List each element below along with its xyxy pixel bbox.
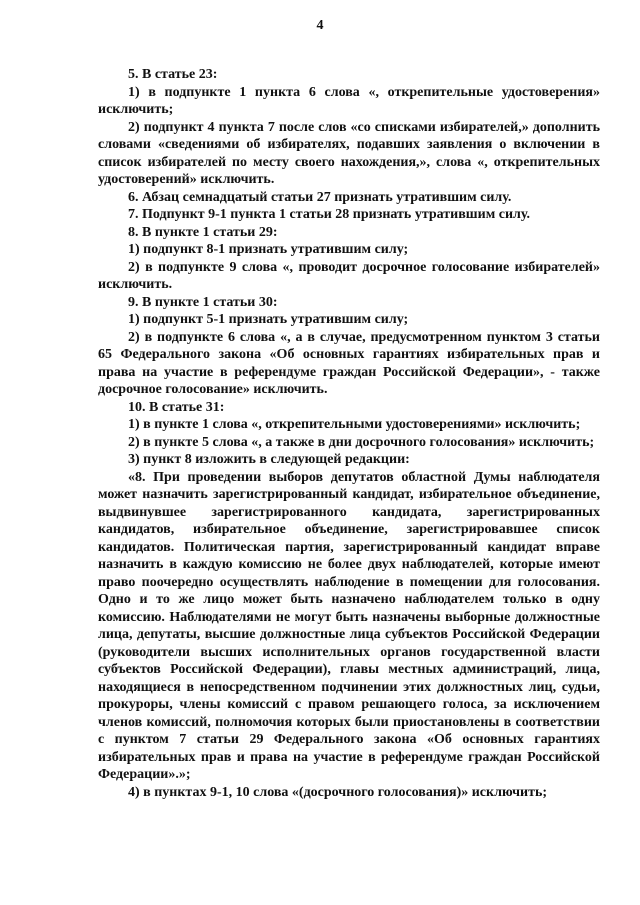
- paragraph-article-27: 6. Абзац семнадцатый статьи 27 признать утратившим силу.: [128, 189, 512, 205]
- paragraph-article-23-item-1: 1) в подпункте 1 пункта 6 слова «, открепительные удостоверения» исключить;: [98, 84, 600, 117]
- paragraph-article-29-item-2: 2) в подпункте 9 слова «, проводит досрочное голосование избирателей» исключить.: [98, 259, 600, 292]
- paragraph-article-31-item-4: 4) в пунктах 9-1, 10 слова «(досрочного голосования)» исключить;: [128, 784, 548, 800]
- paragraph-article-30-heading: 9. В пункте 1 статьи 30:: [128, 294, 278, 310]
- document-body: [98, 66, 600, 801]
- paragraph-article-30-item-1: 1) подпункт 5-1 признать утратившим силу;: [128, 312, 409, 327]
- paragraph-article-29-item-1: 1) подпункт 8-1 признать утратившим силу;: [128, 242, 409, 257]
- paragraph-article-31-heading: 10. В статье 31:: [128, 399, 225, 415]
- paragraph-article-31-item-3: 3) пункт 8 изложить в следующей редакции:: [128, 452, 410, 467]
- paragraph-article-31-item-3-new-text: «8. При проведении выборов депутатов областной Думы наблюдателя может назначить зарегистрированный кандидат, избирательное объединение, выдвинувшее зарегистрированного кандидата, зарегистрированных кандидатов, избирательное объединение, зарегистрировавшее список кандидатов. Политическая партия, зарегистрированный кандидат вправе назначить в каждую комиссию не более двух наблюдателей, которые имеют право поочередно осуществлять наблюдение в помещении для голосования. Одно и то же лицо может быть назначено наблюдателем только в одну комиссию. Наблюдателями не могут быть назначены выборные должностные лица, депутаты, высшие должностные лица субъектов Российской Федерации (руководители высших исполнительных органов государственной власти субъектов Российской Федерации), главы местных администраций, лица, находящиеся в непосредственном подчинении этих должностных лиц, судьи, прокуроры, члены комиссий с правом решающего голоса, за исключением членов комиссий, полномочия которых были приостановлены в соответствии с пунктом 7 статьи 29 Федерального закона «Об основных гарантиях избирательных прав и права на участие в референдуме граждан Российской Федерации».»;: [98, 469, 600, 782]
- paragraph-article-23-item-2: 2) подпункт 4 пункта 7 после слов «со списками избирателей,» дополнить словами «сведениями об избирателях, подавших заявления о включении в список избирателей по месту своего нахождения,», слова «, открепительных удостоверений» исключить.: [98, 119, 600, 187]
- paragraph-article-30-item-2: 2) в подпункте 6 слова «, а в случае, предусмотренном пунктом 3 статьи 65 Федерального закона «Об основных гарантиях избирательных прав и права на участие в референдуме граждан Российской Федерации», - также досрочное голосование» исключить.: [98, 329, 600, 397]
- paragraph-article-28: 7. Подпункт 9-1 пункта 1 статьи 28 признать утратившим силу.: [128, 207, 530, 222]
- page-number: 4: [316, 18, 324, 33]
- paragraph-article-29-heading: 8. В пункте 1 статьи 29:: [128, 224, 278, 240]
- paragraph-article-31-item-1: 1) в пункте 1 слова «, открепительными удостоверениями» исключить;: [128, 417, 581, 432]
- paragraph-article-23-heading: 5. В статье 23:: [128, 67, 218, 82]
- paragraph-article-31-item-2: 2) в пункте 5 слова «, а также в дни досрочного голосования» исключить;: [128, 434, 595, 450]
